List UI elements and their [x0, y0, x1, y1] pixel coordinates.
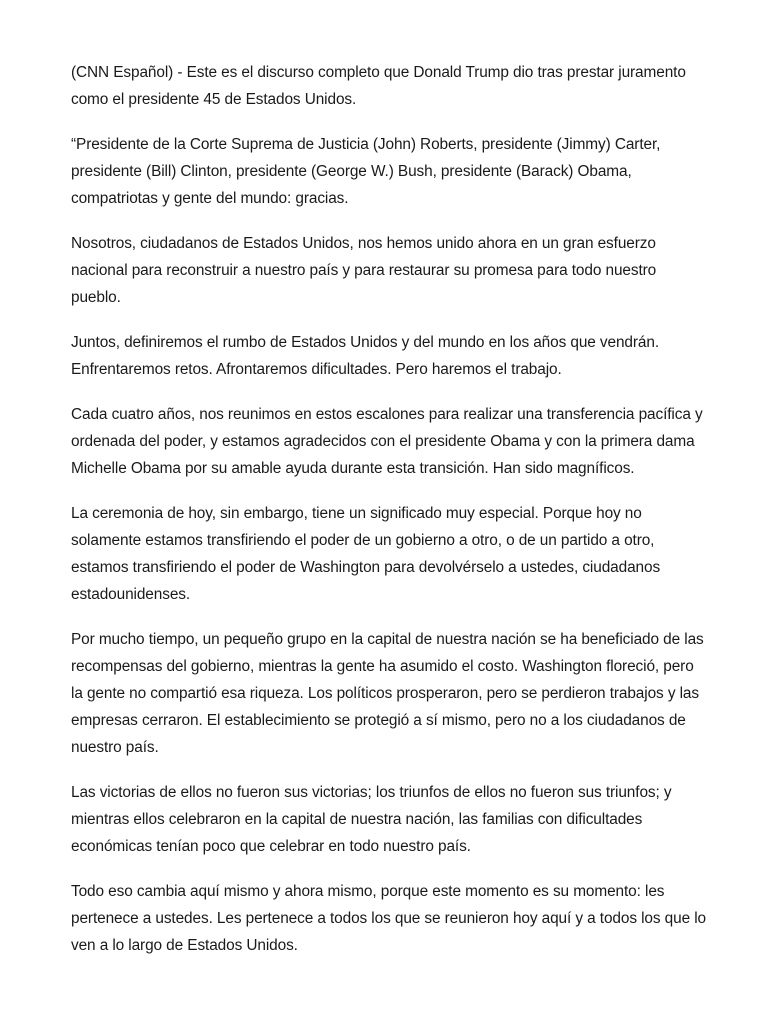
paragraph-9: Todo eso cambia aquí mismo y ahora mismo, porque este momento es su momento: les pertenece a ustedes. Les pertenece a todos los que se reunieron hoy aquí y a todos los que lo ven a lo largo de Estados Unidos. [71, 883, 706, 954]
paragraph-4: Juntos, definiremos el rumbo de Estados Unidos y del mundo en los años que vendrán. Enfrentaremos retos. Afrontaremos dificultades. Pero haremos el trabajo. [71, 334, 660, 378]
paragraph-salutation: “Presidente de la Corte Suprema de Justicia (John) Roberts, presidente (Jimmy) Carter, presidente (Bill) Clinton, presidente (George W.) Bush, presidente (Barack) Obama, compatriotas y gente del mundo: gracias. [71, 136, 661, 207]
paragraph-intro: (CNN Español) - Este es el discurso completo que Donald Trump dio tras prestar juramento como el presidente 45 de Estados Unidos. [71, 64, 686, 108]
paragraph-6: La ceremonia de hoy, sin embargo, tiene un significado muy especial. Porque hoy no solamente estamos transfiriendo el poder de un gobierno a otro, o de un partido a otro, estamos transfiriendo el poder de Washington para devolvérselo a ustedes, ciudadanos estadounidenses. [71, 505, 661, 603]
paragraph-7: Por mucho tiempo, un pequeño grupo en la capital de nuestra nación se ha beneficiado de las recompensas del gobierno, mientras la gente ha asumido el costo. Washington floreció, pero la gente no compartió esa riqueza. Los políticos prosperaron, pero se perdieron trabajos y las empresas cerraron. El establecimiento se protegió a sí mismo, pero no a los ciudadanos de nuestro país. [71, 631, 704, 756]
paragraph-8: Las victorias de ellos no fueron sus victorias; los triunfos de ellos no fueron sus triunfos; y mientras ellos celebraron en la capital de nuestra nación, las familias con dificultades económicas tenían poco que celebrar en todo nuestro país. [71, 784, 672, 855]
paragraph-3: Nosotros, ciudadanos de Estados Unidos, nos hemos unido ahora en un gran esfuerzo nacional para reconstruir a nuestro país y para restaurar su promesa para todo nuestro pueblo. [71, 235, 657, 306]
paragraph-5: Cada cuatro años, nos reunimos en estos escalones para realizar una transferencia pacífica y ordenada del poder, y estamos agradecidos con el presidente Obama y con la primera dama Michelle Obama por su amable ayuda durante esta transición. Han sido magníficos. [71, 406, 703, 477]
